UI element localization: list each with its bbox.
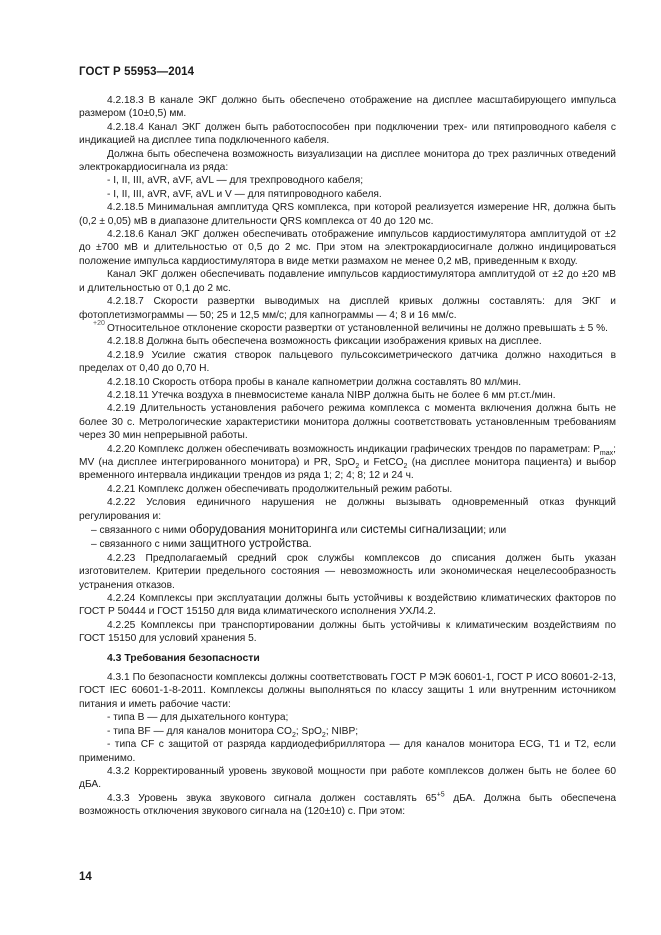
- paragraph: 4.2.21 Комплекс должен обеспечивать продолжительный режим работы.: [107, 483, 453, 495]
- text-run: .: [308, 539, 312, 551]
- superscript: +5: [436, 791, 445, 799]
- list-item: [79, 523, 616, 537]
- subscript: 2: [355, 463, 360, 470]
- paragraph: 4.2.19 Длительность установления рабочего режима комплекса с момента включения должна быть не более 30 с. Метрологические характеристики монитора должны соответствовать установленным требованиям через 30 мин непрерывной работы.: [79, 403, 616, 442]
- text-run: ; NIBP;: [325, 725, 359, 737]
- text-run: ; MV (на дисплее интегрированного монитора) и PR, SpO: [79, 443, 616, 468]
- text-run: 4.2.20 Комплекс должен обеспечивать возможность индикации графических трендов по параметрам: P: [107, 443, 600, 455]
- list-item: - I, II, III, aVR, aVF, aVL и V — для пятипроводного кабеля.: [107, 188, 382, 200]
- paragraph: [79, 443, 616, 483]
- text-run: ; или: [483, 525, 507, 536]
- text-run: сигнализации: [409, 523, 484, 536]
- paragraph: Относительное отклонение скорости развертки от установленной величины не должно превышать ± 5 %.: [107, 322, 608, 334]
- text-run: ; SpO: [295, 725, 322, 737]
- paragraph: 4.2.18.10 Скорость отбора пробы в канале капнометрии должна составлять 80 мл/мин.: [107, 376, 522, 388]
- paragraph: 4.2.22 Условия единичного нарушения не должны вызывать одновременный отказ функций регулирования и:: [79, 497, 616, 522]
- list-item: [79, 537, 616, 551]
- paragraph: 4.2.18.4 Канал ЭКГ должен быть работоспособен при подключении трех- или пятипроводного кабеля с индикацией на дисплее типа подключенного кабеля.: [79, 121, 616, 147]
- text-run: дБА. Должна быть обеспечена возможность отключения звукового сигнала на (120±10) с. При этом:: [79, 792, 616, 818]
- paragraph: 4.2.25 Комплексы при транспортировании должны быть устойчивы к климатическим воздействиям по ГОСТ 15150 для условий хранения 5.: [79, 619, 616, 645]
- paragraph: 4.2.18.5 Минимальная амплитуда QRS комплекса, при которой реализуется измерение HR, должна быть (0,2 ± 0,05) мВ в диапазоне длительности QRS комплекса от 40 до 120 мс.: [79, 202, 616, 227]
- paragraph: 4.2.18.9 Усилие сжатия створок пальцевого пульсоксиметрического датчика должно находиться в пределах от 0,40 до 0,70 Н.: [79, 349, 616, 375]
- text-run: защитного устройства: [189, 537, 309, 551]
- list-item: - I, II, III, aVR, aVF, aVL — для трехпроводного кабеля;: [107, 175, 364, 187]
- paragraph: Должна быть обеспечена возможность визуализации на дисплее монитора до трех различных отведений электрокардиосигнала из ряда:: [79, 148, 616, 174]
- paragraph: 4.3.2 Корректированный уровень звуковой мощности при работе комплексов должен быть не более 60 дБА.: [79, 765, 616, 791]
- list-item: - типа B — для дыхательного контура;: [107, 712, 289, 724]
- text-run: – связанного с ними: [91, 539, 190, 551]
- text-run: оборудования мониторинга: [189, 523, 338, 536]
- list-item: [79, 725, 616, 738]
- subscript: 2: [403, 463, 408, 470]
- document-body: [79, 94, 616, 819]
- paragraph: 4.2.18.7 Скорости развертки выводимых на дисплей кривых должны составлять: для ЭКГ и фотоплетизмограммы — 50; 25 и 12,5 мм/с; для капнограммы — 4; 8 и 16 мм/с.: [79, 296, 616, 321]
- list-item: - типа CF с защитой от разряда кардиодефибриллятора — для каналов монитора ECG, T1 и T2, если применимо.: [79, 739, 616, 764]
- paragraph: 4.2.18.6 Канал ЭКГ должен обеспечивать отображение импульсов кардиостимулятора амплитудой от ±2 до ±700 мВ и длительностью от 0,5 до 2 мс. При этом на электрокардиосигнале должно индицироваться положение импульса кардиостимулятора в виде метки размахом не менее 0,2 мВ, приведенным к входу.: [79, 229, 616, 267]
- text-run: и FetCO: [359, 456, 404, 468]
- page-number: 14: [79, 871, 92, 883]
- text-run: 4.3.3 Уровень звука звукового сигнала должен составлять 65: [107, 792, 437, 804]
- section-heading: 4.3 Требования безопасности: [107, 652, 260, 664]
- text-run: системы: [360, 523, 407, 536]
- subscript: 2: [321, 731, 326, 739]
- paragraph: 4.3.1 По безопасности комплексы должны соответствовать ГОСТ Р МЭК 60601-1, ГОСТ Р ИСО 80601-2-13, ГОСТ IEC 60601-1-8-2011. Комплексы должны выполняться по классу защиты 1 или внутренним источником питания и иметь рабочие части:: [79, 672, 616, 710]
- text-run: – связанного с ними: [91, 525, 190, 536]
- paragraph: 4.2.24 Комплексы при эксплуатации должны быть устойчивы к воздействию климатических факторов по ГОСТ Р 50444 и ГОСТ 15150 для вида климатического исполнения УХЛ4.2.: [79, 593, 616, 618]
- paragraph: 4.2.23 Предполагаемый средний срок службы комплексов до списания должен быть указан изготовителем. Критерии предельного состояния — невозможность или экономическая нецелесообразность устранения отказов.: [79, 552, 616, 591]
- paragraph: 4.2.18.8 Должна быть обеспечена возможность фиксации изображения кривых на дисплее.: [107, 336, 542, 348]
- subscript: 2: [291, 731, 296, 739]
- paragraph: [79, 792, 616, 819]
- text-run: или: [337, 525, 361, 536]
- margin-mark: +20: [93, 320, 105, 327]
- subscript: max: [599, 449, 614, 457]
- page-header: ГОСТ Р 55953—2014: [79, 66, 195, 78]
- text-run: - типа BF — для каналов монитора CO: [107, 725, 292, 737]
- paragraph: 4.2.18.3 В канале ЭКГ должно быть обеспечено отображение на дисплее масштабирующего импульса размером (10±0,5) мм.: [79, 95, 616, 120]
- text-run: (на дисплее монитора пациента) и выбор временного интервала индикации трендов из ряда 1; 2; 4; 8; 12 и 24 ч.: [79, 456, 616, 482]
- paragraph: 4.2.18.11 Утечка воздуха в пневмосистеме канала NIBP должна быть не более 6 мм рт.ст./мин.: [107, 389, 556, 401]
- paragraph: Канал ЭКГ должен обеспечивать подавление импульсов кардиостимулятора амплитудой от ±2 до ±20 мВ и длительностью от 0,1 до 2 мс.: [79, 269, 616, 294]
